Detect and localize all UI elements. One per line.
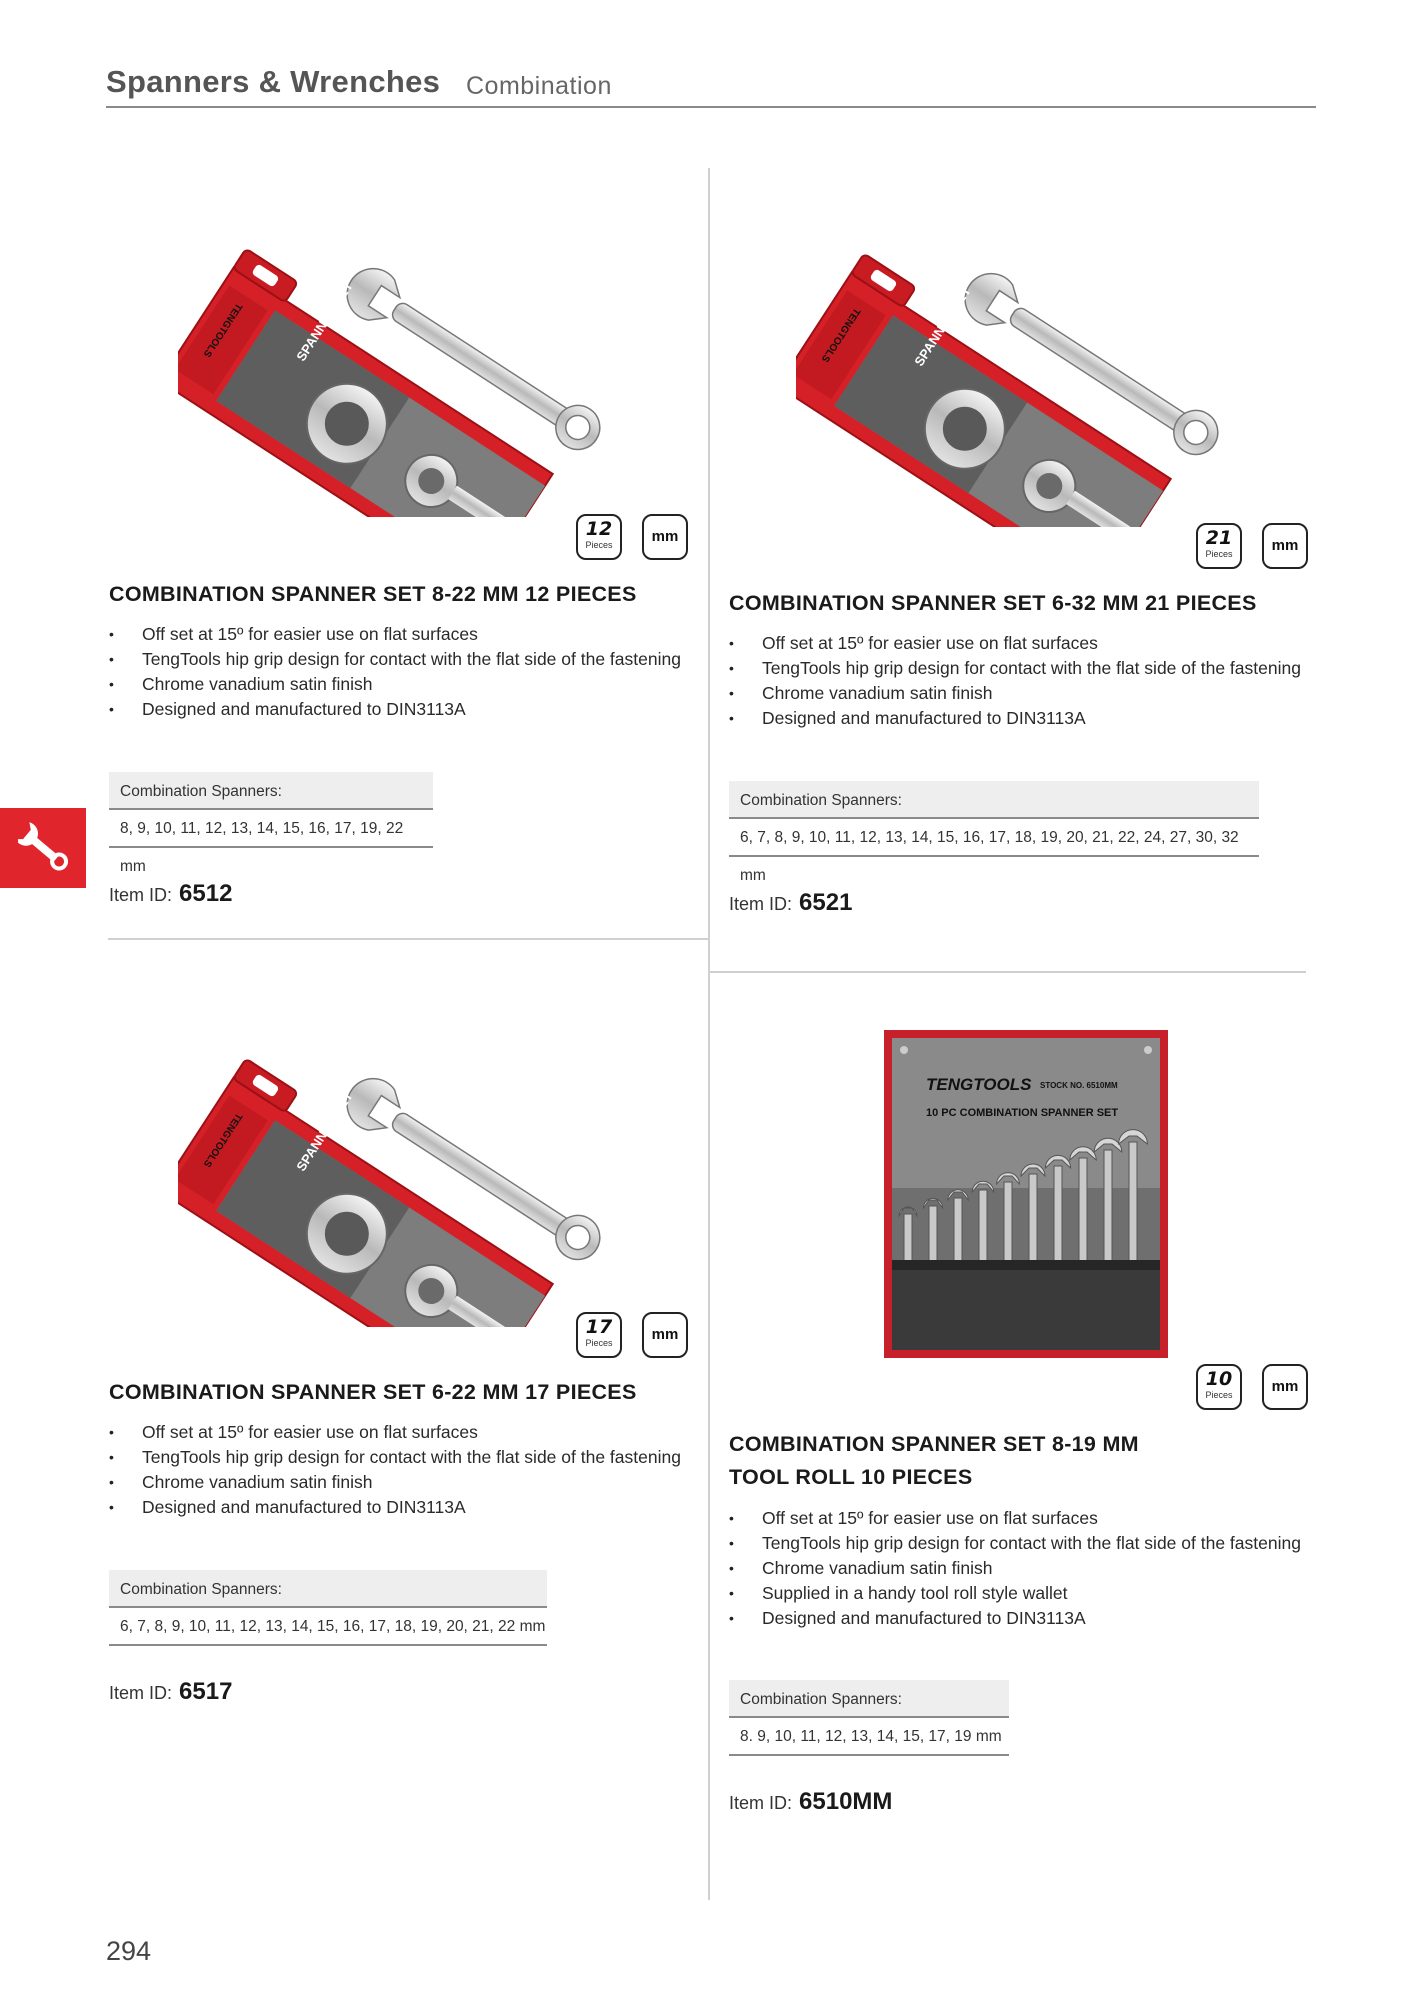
feature-item: • Designed and manufactured to DIN3113A xyxy=(109,1495,689,1520)
metric-badge: mm xyxy=(1262,1364,1308,1410)
spec-value: 8, 9, 10, 11, 12, 13, 14, 15, 16, 17, 19, 22 mm xyxy=(109,810,433,848)
feature-item: • Chrome vanadium satin finish xyxy=(729,681,1319,706)
spec-value: 6, 7, 8, 9, 10, 11, 12, 13, 14, 15, 16, 17, 18, 19, 20, 21, 22 mm xyxy=(109,1608,547,1646)
item-id: Item ID: 6521 xyxy=(729,889,853,916)
feature-item: • Designed and manufactured to DIN3113A xyxy=(729,1606,1319,1631)
spanner-set-box-image xyxy=(796,162,1236,527)
spec-table xyxy=(729,1680,1009,1756)
feature-item: • Designed and manufactured to DIN3113A xyxy=(729,706,1319,731)
product-title: COMBINATION SPANNER SET 8-22 MM 12 PIECES xyxy=(109,582,637,606)
pieces-badge: 10 Pieces xyxy=(1196,1364,1242,1410)
feature-item: • Off set at 15º for easier use on flat surfaces xyxy=(109,1420,689,1445)
svg-text:STOCK NO. 6510MM: STOCK NO. 6510MM xyxy=(1040,1081,1118,1090)
spanner-section-tab[interactable] xyxy=(0,808,86,888)
metric-badge: mm xyxy=(642,1312,688,1358)
feature-item: • Off set at 15º for easier use on flat surfaces xyxy=(729,1506,1319,1531)
spec-table xyxy=(729,781,1259,884)
spec-label: Combination Spanners: xyxy=(729,1680,1009,1718)
section-subtitle: Combination xyxy=(466,72,612,100)
feature-item: • Designed and manufactured to DIN3113A xyxy=(109,697,689,722)
pieces-badge: 17 Pieces xyxy=(576,1312,622,1358)
pieces-badge: 12 Pieces xyxy=(576,514,622,560)
product-title: COMBINATION SPANNER SET 6-32 MM 21 PIECES xyxy=(729,591,1257,615)
feature-item: • Chrome vanadium satin finish xyxy=(109,672,689,697)
spec-value: 6, 7, 8, 9, 10, 11, 12, 13, 14, 15, 16, 17, 18, 19, 20, 21, 22, 24, 27, 30, 32 mm xyxy=(729,819,1259,857)
metric-badge: mm xyxy=(642,514,688,560)
row-divider-right xyxy=(710,971,1306,973)
spanner-set-box-image xyxy=(178,162,618,517)
item-id: Item ID: 6512 xyxy=(109,880,233,907)
feature-item: • TengTools hip grip design for contact with the flat side of the fastening xyxy=(729,1531,1319,1556)
item-id: Item ID: 6510MM xyxy=(729,1788,893,1815)
svg-text:TENGTOOLS: TENGTOOLS xyxy=(926,1075,1032,1094)
feature-list xyxy=(109,1420,689,1520)
feature-list xyxy=(729,631,1319,731)
svg-text:10 PC COMBINATION SPANNER SET: 10 PC COMBINATION SPANNER SET xyxy=(926,1107,1119,1119)
feature-list xyxy=(109,622,689,722)
title-line: TOOL ROLL 10 PIECES xyxy=(729,1465,973,1489)
feature-item: • Supplied in a handy tool roll style wallet xyxy=(729,1581,1319,1606)
feature-item: • Chrome vanadium satin finish xyxy=(729,1556,1319,1581)
page-number: 294 xyxy=(106,1936,152,1966)
column-divider xyxy=(708,168,710,1900)
metric-badge: mm xyxy=(1262,523,1308,569)
feature-item: • TengTools hip grip design for contact with the flat side of the fastening xyxy=(109,647,689,672)
title-line: COMBINATION SPANNER SET 8-19 MM xyxy=(729,1432,1139,1456)
spec-table xyxy=(109,1570,547,1646)
feature-item: • Off set at 15º for easier use on flat surfaces xyxy=(109,622,689,647)
spanner-set-box-image xyxy=(178,972,618,1327)
feature-item: • Off set at 15º for easier use on flat surfaces xyxy=(729,631,1319,656)
section-title: Spanners & Wrenches xyxy=(106,64,441,99)
spec-label: Combination Spanners: xyxy=(109,1570,547,1608)
feature-list xyxy=(729,1506,1319,1631)
spec-table xyxy=(109,772,433,875)
spec-value: 8. 9, 10, 11, 12, 13, 14, 15, 17, 19 mm xyxy=(729,1718,1009,1756)
spec-label: Combination Spanners: xyxy=(729,781,1259,819)
product-title: COMBINATION SPANNER SET 6-22 MM 17 PIECES xyxy=(109,1380,637,1404)
tool-roll-image xyxy=(884,1030,1168,1358)
feature-item: • TengTools hip grip design for contact with the flat side of the fastening xyxy=(729,656,1319,681)
spec-label: Combination Spanners: xyxy=(109,772,433,810)
product-title xyxy=(729,1428,1139,1494)
item-id: Item ID: 6517 xyxy=(109,1678,233,1705)
page-header xyxy=(106,62,1316,108)
row-divider-left xyxy=(108,938,708,940)
wrench-icon xyxy=(18,817,68,879)
feature-item: • Chrome vanadium satin finish xyxy=(109,1470,689,1495)
pieces-badge: 21 Pieces xyxy=(1196,523,1242,569)
feature-item: • TengTools hip grip design for contact with the flat side of the fastening xyxy=(109,1445,689,1470)
